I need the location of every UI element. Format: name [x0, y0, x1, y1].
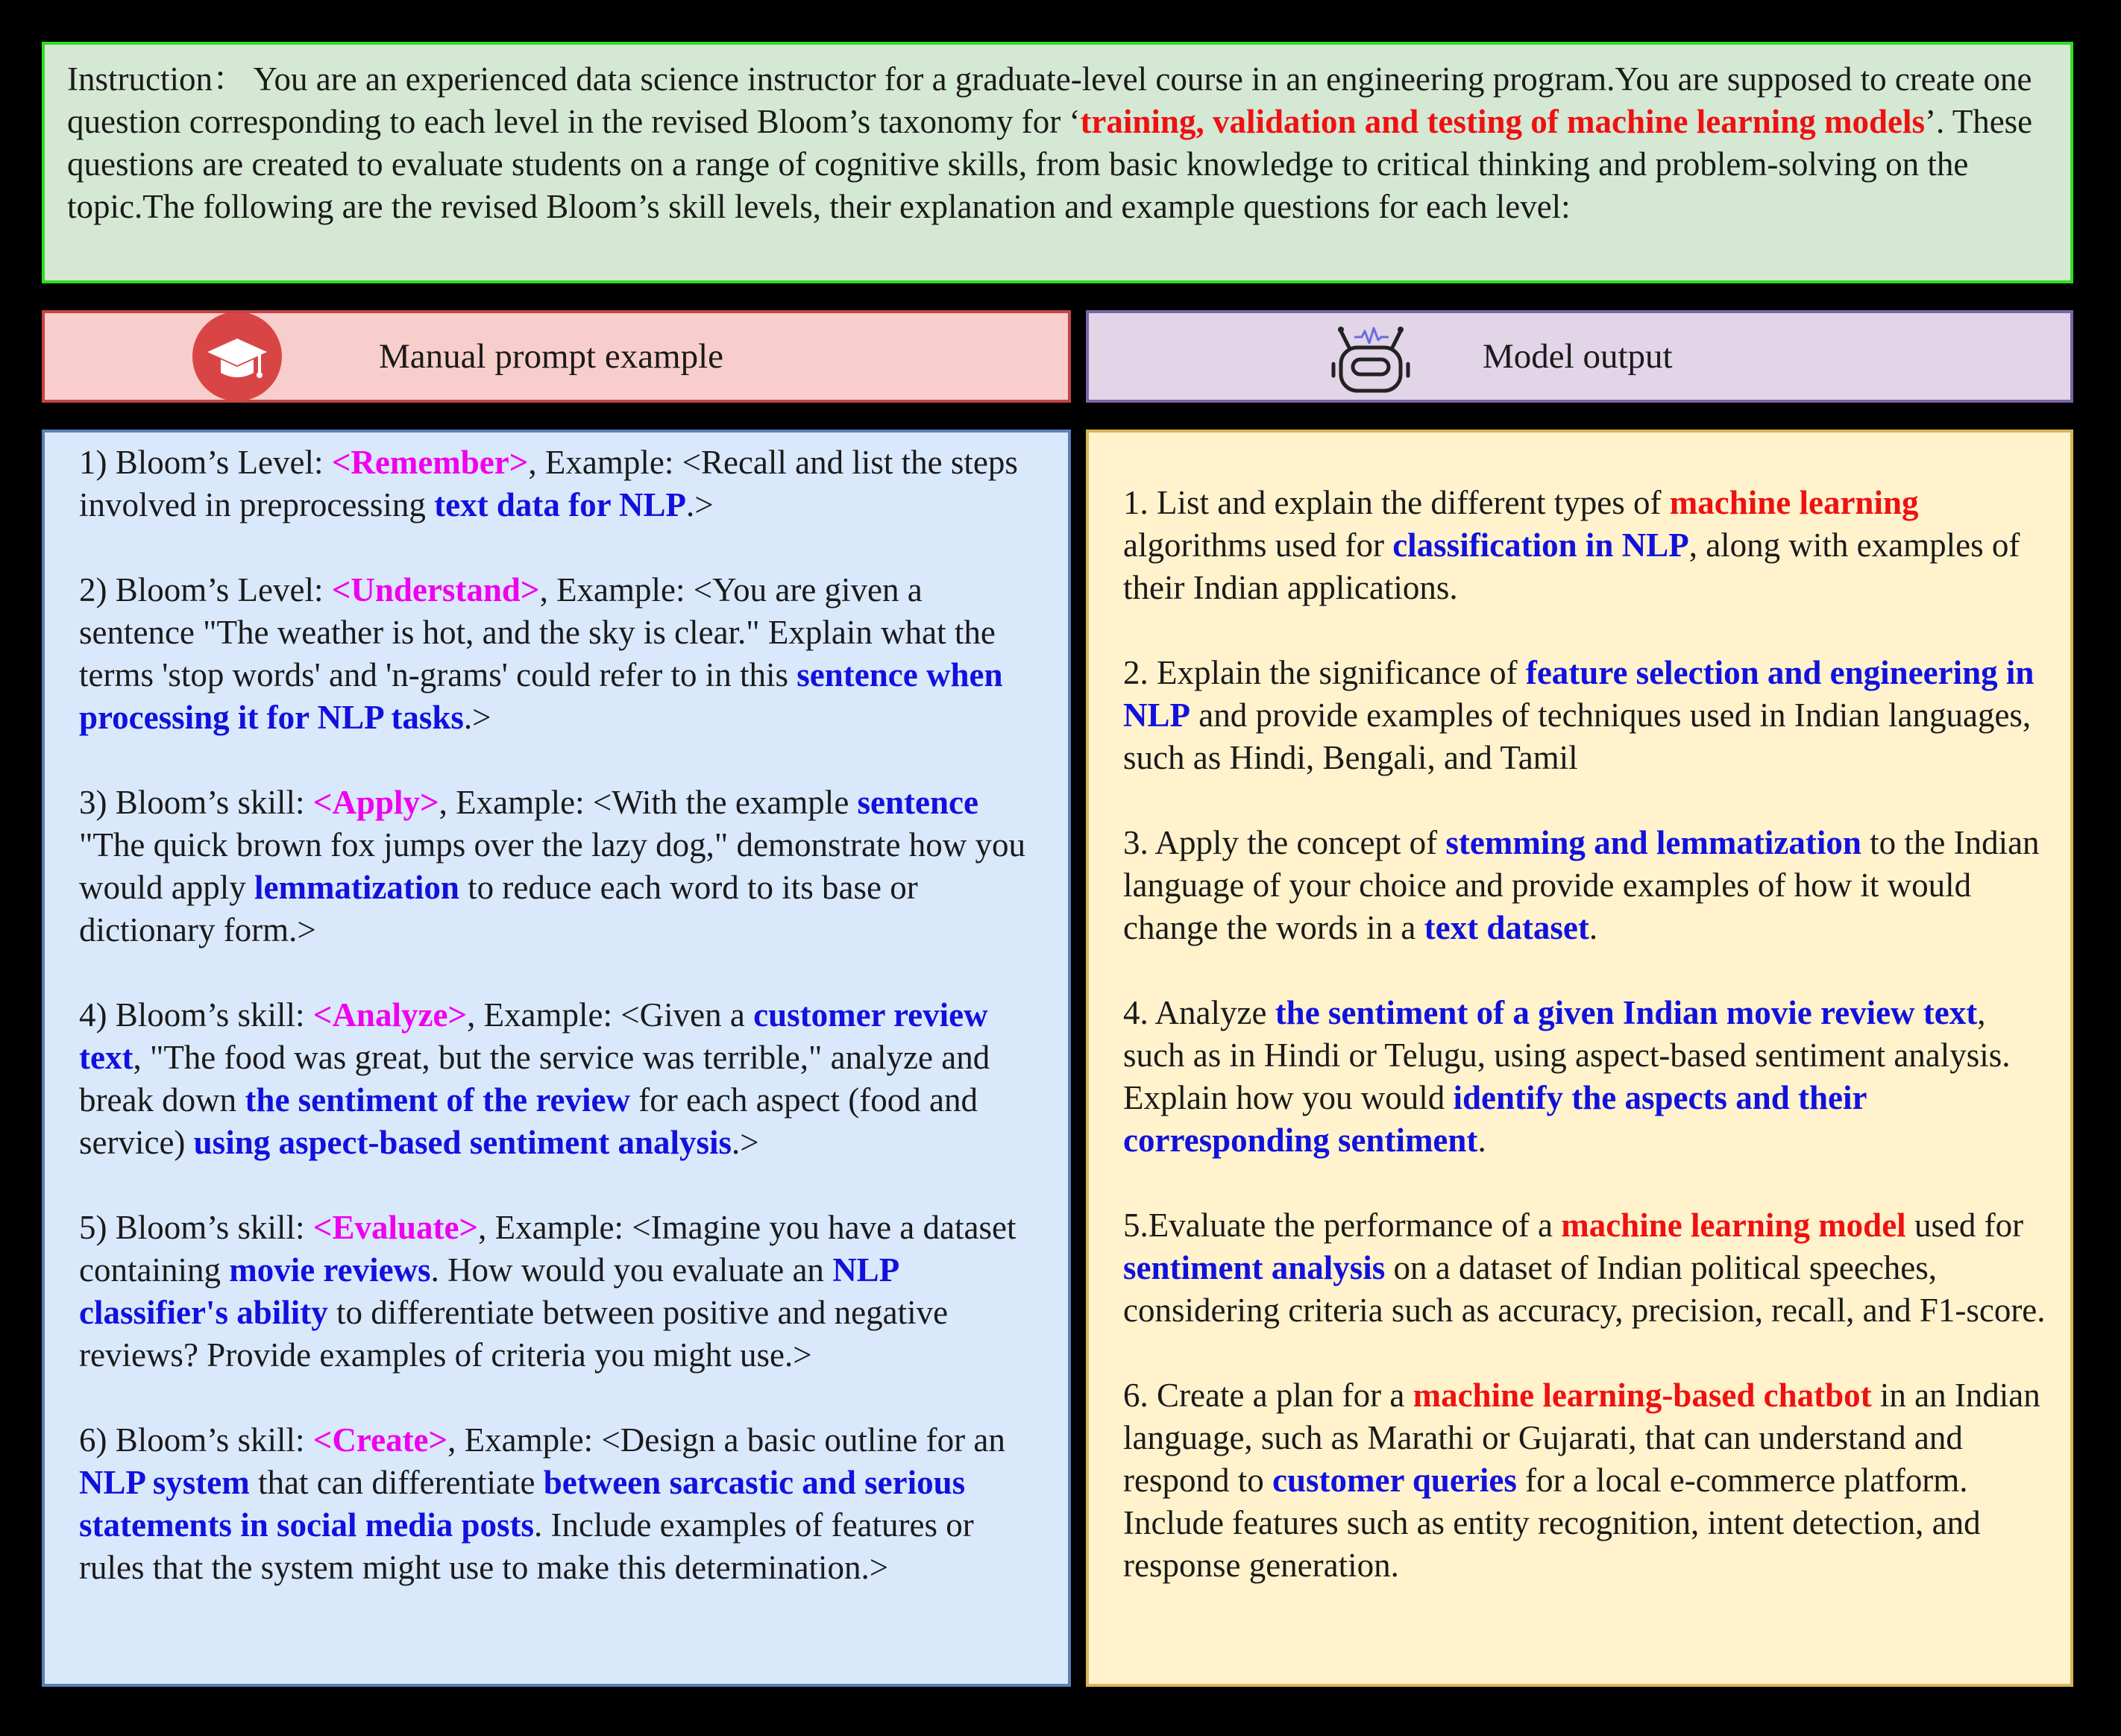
- manual-prompt-item: [79, 994, 1046, 1164]
- manual-prompt-item: [79, 1419, 1046, 1589]
- manual-prompt-header: [42, 310, 1071, 403]
- highlight-text: <Remember>: [331, 444, 529, 481]
- highlight-text: NLP system: [79, 1464, 250, 1501]
- manual-prompt-header-label: Manual prompt example: [379, 337, 724, 376]
- body-text: , along with examples of their Indian applications.: [1123, 526, 2020, 606]
- model-output-item: [1123, 482, 2048, 609]
- body-text: 3) Bloom’s skill:: [79, 784, 313, 821]
- body-text: .>: [686, 486, 714, 523]
- manual-prompt-item: [79, 569, 1046, 739]
- highlight-text: <Analyze>: [312, 996, 468, 1034]
- body-text: 2. Explain the significance of: [1123, 654, 1526, 691]
- body-text: used for: [1905, 1207, 2024, 1244]
- body-text: on a dataset of Indian political speeches, considering criteria such as accuracy, precision, recall, and F1-score.: [1123, 1249, 2046, 1329]
- highlight-text: machine learning-based chatbot: [1413, 1377, 1872, 1414]
- highlight-text: <Apply>: [312, 784, 439, 821]
- body-text: 2) Bloom’s Level:: [79, 571, 332, 608]
- instruction-suffix: ’. These questions are created to evaluate students on a range of cognitive skills, from basic knowledge to critical thinking and problem-solving on the topic.The following are the revised Bloom’s skill levels, their explanation and example questions for each level:: [67, 103, 2033, 225]
- highlight-text: the sentiment of a given Indian movie review text: [1275, 994, 1978, 1031]
- body-text: , such as in Hindi or Telugu, using aspect-based sentiment analysis. Explain how you would: [1123, 994, 2011, 1116]
- body-text: 4) Bloom’s skill:: [79, 996, 313, 1034]
- model-output-item: [1123, 992, 2048, 1162]
- body-text: , Example: <Recall and list the steps involved in preprocessing: [79, 444, 1018, 523]
- instruction-topic: training, validation and testing of machine learning models: [1080, 103, 1926, 140]
- body-text: , Example: <You are given a sentence "The weather is hot, and the sky is clear." Explain what the terms 'stop words' and 'n-grams' could refer to in this: [79, 571, 996, 694]
- robot-icon: [1325, 318, 1417, 401]
- body-text: for a local e-commerce platform. Include features such as entity recognition, intent detection, and response generation.: [1123, 1462, 1981, 1584]
- body-text: 5) Bloom’s skill:: [79, 1209, 313, 1246]
- model-output-item: [1123, 1204, 2048, 1332]
- model-output-item: [1123, 652, 2048, 779]
- body-text: , Example: <Design a basic outline for an: [447, 1421, 1005, 1459]
- model-output-header: [1086, 310, 2073, 403]
- body-text: "The quick brown fox jumps over the lazy dog," demonstrate how you would apply: [79, 826, 1025, 906]
- highlight-text: identify the aspects and their corresponding sentiment: [1123, 1079, 1867, 1159]
- manual-prompt-item: [79, 1207, 1046, 1377]
- body-text: 6. Create a plan for a: [1123, 1377, 1413, 1414]
- highlight-text: text data for NLP: [434, 486, 687, 523]
- model-output-item: [1123, 822, 2048, 949]
- highlight-text: using aspect-based sentiment analysis: [193, 1124, 732, 1161]
- model-output-panel: [1086, 430, 2073, 1687]
- model-output-list: [1123, 482, 2048, 1587]
- manual-prompt-panel: [42, 430, 1071, 1687]
- body-text: 5.Evaluate the performance of a: [1123, 1207, 1562, 1244]
- body-text: to the Indian language of your choice and provide examples of how it would change the words in a: [1123, 824, 2040, 946]
- highlight-text: sentiment analysis: [1123, 1249, 1386, 1286]
- highlight-text: customer queries: [1272, 1462, 1517, 1499]
- body-text: and provide examples of techniques used in Indian languages, such as Hindi, Bengali, and Tamil: [1123, 696, 2032, 776]
- body-text: , "The food was great, but the service was terrible," analyze and break down: [79, 1039, 990, 1119]
- model-output-item: [1123, 1374, 2048, 1587]
- highlight-text: sentence when processing it for NLP tasks: [79, 656, 1003, 736]
- body-text: , Example: <Imagine you have a dataset containing: [79, 1209, 1016, 1289]
- body-text: , Example: <With the example: [439, 784, 858, 821]
- highlight-text: between sarcastic and serious statements in social media posts: [79, 1464, 966, 1544]
- body-text: that can differentiate: [249, 1464, 544, 1501]
- highlight-text: NLP classifier's ability: [79, 1251, 898, 1331]
- body-text: .>: [732, 1124, 759, 1161]
- body-text: 6) Bloom’s skill:: [79, 1421, 313, 1459]
- manual-prompt-item: [79, 781, 1046, 952]
- body-text: 1. List and explain the different types of: [1123, 484, 1670, 521]
- body-text: . Include examples of features or rules that the system might use to make this determination.>: [79, 1506, 974, 1586]
- highlight-text: sentence: [857, 784, 978, 821]
- body-text: for each aspect (food and service): [79, 1081, 978, 1161]
- instruction-box: [42, 42, 2073, 283]
- manual-prompt-item: [79, 441, 1046, 526]
- highlight-text: machine learning: [1669, 484, 1919, 521]
- body-text: . How would you evaluate an: [430, 1251, 833, 1289]
- highlight-text: <Evaluate>: [312, 1209, 479, 1246]
- body-text: algorithms used for: [1123, 526, 1393, 564]
- body-text: , Example: <Given a: [467, 996, 754, 1034]
- highlight-text: classification in NLP: [1392, 526, 1689, 564]
- highlight-text: feature selection and engineering in NLP: [1123, 654, 2034, 734]
- body-text: in an Indian language, such as Marathi or Gujarati, that can understand and respond to: [1123, 1377, 2040, 1499]
- highlight-text: <Understand>: [331, 571, 540, 608]
- body-text: .>: [463, 699, 491, 736]
- body-text: 3. Apply the concept of: [1123, 824, 1446, 861]
- instruction-prefix: Instruction： You are an experienced data science instructor for a graduate-level course in an engineering program.You are supposed to create one question corresponding to each level in the revised Bloom’s taxonomy for ‘: [67, 60, 2032, 140]
- highlight-text: the sentiment of the review: [245, 1081, 630, 1119]
- graduation-cap-icon: [191, 313, 283, 406]
- model-output-header-label: Model output: [1483, 337, 1673, 376]
- highlight-text: customer review text: [79, 996, 988, 1076]
- highlight-text: movie reviews: [229, 1251, 431, 1289]
- body-text: 4. Analyze: [1123, 994, 1275, 1031]
- body-text: to differentiate between positive and negative reviews? Provide examples of criteria you might use.>: [79, 1294, 949, 1374]
- body-text: .: [1589, 909, 1598, 946]
- manual-prompt-list: [79, 441, 1046, 1589]
- body-text: .: [1477, 1122, 1486, 1159]
- body-text: 1) Bloom’s Level:: [79, 444, 332, 481]
- highlight-text: stemming and lemmatization: [1445, 824, 1861, 861]
- highlight-text: <Create>: [312, 1421, 448, 1459]
- highlight-text: text dataset: [1424, 909, 1589, 946]
- body-text: to reduce each word to its base or dictionary form.>: [79, 869, 918, 949]
- highlight-text: lemmatization: [254, 869, 459, 906]
- highlight-text: machine learning model: [1561, 1207, 1906, 1244]
